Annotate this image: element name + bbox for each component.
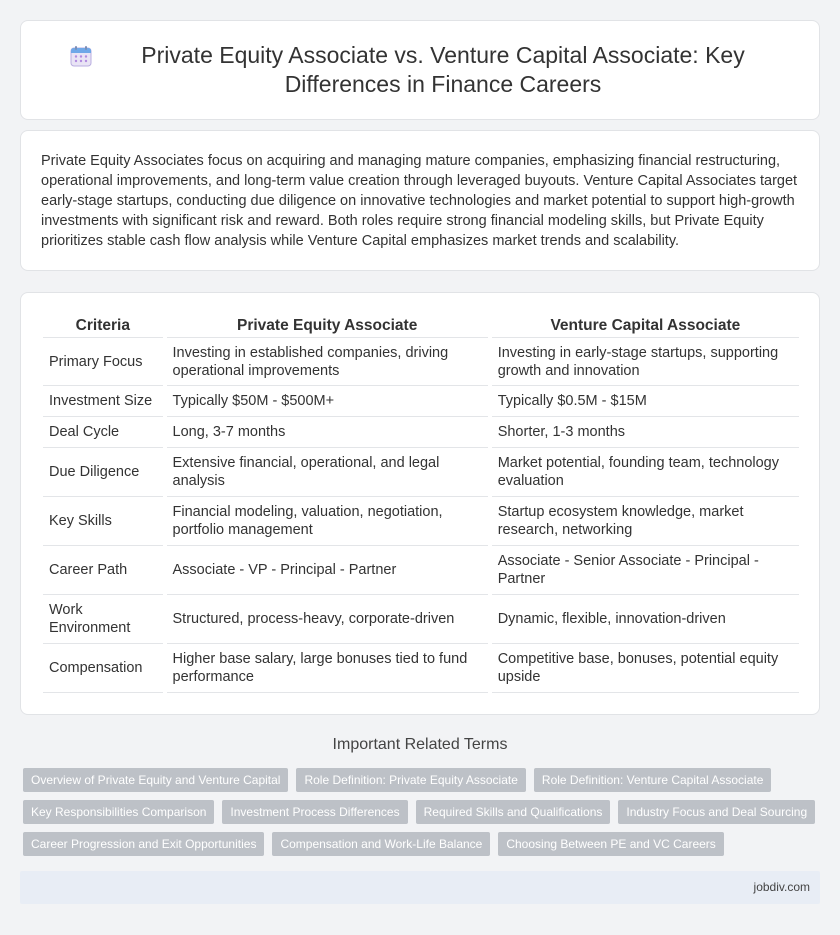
vc-cell: Associate - Senior Associate - Principal - Partner bbox=[492, 546, 799, 595]
table-row bbox=[43, 448, 799, 497]
tag-row bbox=[23, 800, 823, 824]
pe-cell: Associate - VP - Principal - Partner bbox=[167, 546, 488, 595]
pe-cell: Long, 3-7 months bbox=[167, 417, 488, 448]
related-term-tag[interactable]: Required Skills and Qualifications bbox=[416, 800, 611, 824]
related-term-tag[interactable]: Choosing Between PE and VC Careers bbox=[498, 832, 723, 856]
vc-cell: Typically $0.5M - $15M bbox=[492, 386, 799, 417]
header bbox=[70, 41, 770, 99]
tag-row bbox=[23, 832, 823, 856]
calendar-icon bbox=[70, 45, 92, 67]
intro-card bbox=[20, 130, 820, 271]
comparison-card bbox=[20, 292, 820, 715]
criteria-cell: Primary Focus bbox=[43, 338, 163, 386]
related-term-tag[interactable]: Compensation and Work-Life Balance bbox=[272, 832, 490, 856]
related-term-tag[interactable]: Investment Process Differences bbox=[222, 800, 407, 824]
criteria-cell: Work Environment bbox=[43, 595, 163, 644]
vc-cell: Investing in early-stage startups, supporting growth and innovation bbox=[492, 338, 799, 386]
header-card bbox=[20, 20, 820, 120]
tag-row bbox=[23, 768, 823, 792]
criteria-cell: Key Skills bbox=[43, 497, 163, 546]
criteria-cell: Compensation bbox=[43, 644, 163, 693]
column-header-venture-capital: Venture Capital Associate bbox=[492, 313, 799, 338]
vc-cell: Shorter, 1-3 months bbox=[492, 417, 799, 448]
vc-cell: Dynamic, flexible, innovation-driven bbox=[492, 595, 799, 644]
related-terms-list bbox=[23, 768, 823, 864]
criteria-cell: Due Diligence bbox=[43, 448, 163, 497]
table-row bbox=[43, 338, 799, 386]
page-title: Private Equity Associate vs. Venture Capital Associate: Key Differences in Finance Careers bbox=[141, 42, 745, 97]
related-term-tag[interactable]: Key Responsibilities Comparison bbox=[23, 800, 214, 824]
criteria-cell: Deal Cycle bbox=[43, 417, 163, 448]
column-header-private-equity: Private Equity Associate bbox=[167, 313, 488, 338]
related-terms-title: Important Related Terms bbox=[332, 736, 508, 753]
vc-cell: Competitive base, bonuses, potential equity upside bbox=[492, 644, 799, 693]
table-row bbox=[43, 595, 799, 644]
related-term-tag[interactable]: Career Progression and Exit Opportunities bbox=[23, 832, 264, 856]
table-row bbox=[43, 497, 799, 546]
pe-cell: Structured, process-heavy, corporate-driven bbox=[167, 595, 488, 644]
related-term-tag[interactable]: Overview of Private Equity and Venture Capital bbox=[23, 768, 288, 792]
pe-cell: Higher base salary, large bonuses tied to fund performance bbox=[167, 644, 488, 693]
criteria-cell: Career Path bbox=[43, 546, 163, 595]
related-term-tag[interactable]: Role Definition: Private Equity Associate bbox=[296, 768, 525, 792]
table-row bbox=[43, 386, 799, 417]
table-row bbox=[43, 546, 799, 595]
table-header-row bbox=[43, 313, 799, 338]
pe-cell: Typically $50M - $500M+ bbox=[167, 386, 488, 417]
footer-site-link[interactable]: jobdiv.com bbox=[753, 880, 810, 894]
criteria-cell: Investment Size bbox=[43, 386, 163, 417]
table-row bbox=[43, 417, 799, 448]
vc-cell: Startup ecosystem knowledge, market research, networking bbox=[492, 497, 799, 546]
related-term-tag[interactable]: Role Definition: Venture Capital Associate bbox=[534, 768, 771, 792]
footer bbox=[20, 871, 820, 904]
vc-cell: Market potential, founding team, technology evaluation bbox=[492, 448, 799, 497]
pe-cell: Investing in established companies, driving operational improvements bbox=[167, 338, 488, 386]
comparison-table bbox=[43, 313, 799, 693]
table-row bbox=[43, 644, 799, 693]
column-header-criteria: Criteria bbox=[43, 313, 163, 338]
pe-cell: Extensive financial, operational, and legal analysis bbox=[167, 448, 488, 497]
pe-cell: Financial modeling, valuation, negotiation, portfolio management bbox=[167, 497, 488, 546]
intro-paragraph: Private Equity Associates focus on acquiring and managing mature companies, emphasizing financial restructuring, operational improvements, and long-term value creation through leveraged buyouts. Venture Capital Associates target early-stage startups, conducting due diligence on innovative technologies and market potential to support high-growth investments with significant risk and reward. Both roles require strong financial modeling skills, but Private Equity prioritizes stable cash flow analysis while Venture Capital emphasizes market trends and scalability. bbox=[41, 153, 798, 249]
related-term-tag[interactable]: Industry Focus and Deal Sourcing bbox=[618, 800, 815, 824]
